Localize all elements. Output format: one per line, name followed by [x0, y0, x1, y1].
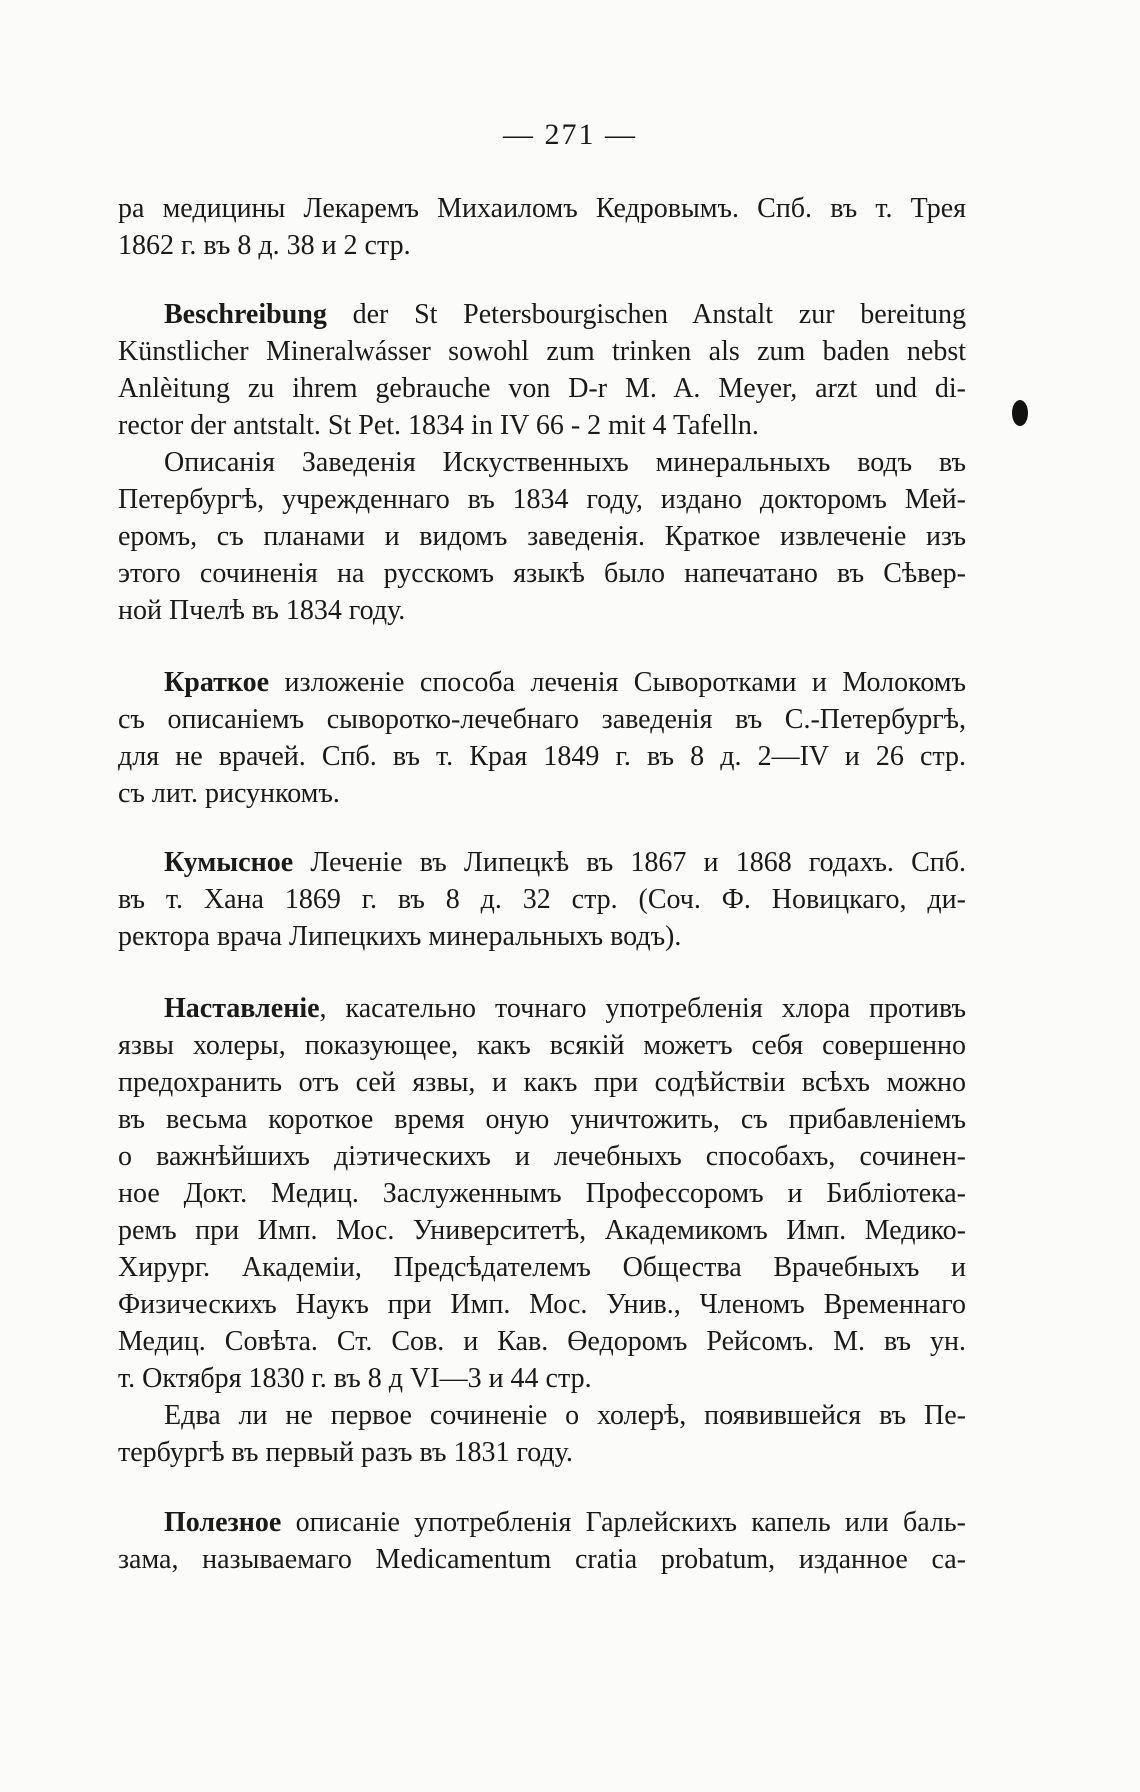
text-line: съ лит. рисункомъ. — [118, 778, 340, 809]
entry-beschreibung — [118, 296, 966, 629]
page-number: — 271 — — [503, 118, 637, 151]
text-line: въ т. Хана 1869 г. въ 8 д. 32 стр. (Соч. Ф. Новицкаго, ди- — [118, 884, 966, 915]
text-line: Полезное описаніе употребленія Гарлейскихъ капель или баль- — [164, 1507, 966, 1538]
entry-lead-word: Beschreibung — [164, 299, 327, 330]
text-line: для не врачей. Спб. въ т. Края 1849 г. въ 8 д. 2—IV и 26 стр. — [118, 741, 966, 772]
entry-poleznoe — [118, 1504, 966, 1578]
text-line: Медиц. Совѣта. Ст. Сов. и Кав. Өедоромъ Рейсомъ. М. въ ун. — [118, 1326, 966, 1357]
entry-lead-word: Кумысное — [164, 847, 294, 878]
text-line: съ описаніемъ сыворотко-лечебнаго заведенія въ С.-Петербургѣ, — [118, 704, 966, 735]
text-line: Наставленіе, касательно точнаго употребленія хлора противъ — [164, 993, 966, 1024]
entry-kratkoe — [118, 664, 966, 812]
ink-speck — [1012, 400, 1028, 426]
text-line: т. Октября 1830 г. въ 8 д VI—3 и 44 стр. — [118, 1363, 592, 1394]
text-line: Anlèitung zu ihrem gebrauche von D-r M. A. Meyer, arzt und di- — [118, 373, 966, 404]
text-line: этого сочиненія на русскомъ языкѣ было напечатано въ Сѣвер- — [118, 558, 966, 589]
text-line: Описанія Заведенія Искуственныхъ минеральныхъ водъ въ — [164, 447, 966, 478]
text-line: Хирург. Академіи, Предсѣдателемъ Общества Врачебныхъ и — [118, 1252, 966, 1283]
text-line: въ весьма короткое время оную уничтожить, съ прибавленіемъ — [118, 1104, 966, 1135]
text-line: 1862 г. въ 8 д. 38 и 2 стр. — [118, 230, 411, 261]
entry-lead-word: Краткое — [164, 667, 270, 698]
text-line: Физическихъ Наукъ при Имп. Мос. Унив., Членомъ Временнаго — [118, 1289, 966, 1320]
text-line: тербургѣ въ первый разъ въ 1831 году. — [118, 1437, 573, 1468]
entry-continuation — [118, 190, 966, 264]
text-line: Кумысное Леченіе въ Липецкѣ въ 1867 и 1868 годахъ. Спб. — [164, 847, 966, 878]
entry-lead-word: Наставленіе — [164, 993, 320, 1024]
entry-nastavlenie — [118, 990, 966, 1471]
text-line: ра медицины Лекаремъ Михаиломъ Кедровымъ. Спб. въ т. Трея — [118, 193, 966, 224]
text-line: еромъ, съ планами и видомъ заведенія. Краткое извлеченіе изъ — [118, 521, 966, 552]
text-line: ной Пчелѣ въ 1834 году. — [118, 595, 406, 626]
text-line: Künstlicher Mineralwásser sowohl zum trinken als zum baden nebst — [118, 336, 966, 367]
text-line: Едва ли не первое сочиненіе о холерѣ, появившейся въ Пе- — [164, 1400, 966, 1431]
text-line: rector der antstalt. St Pet. 1834 in IV 66 - 2 mit 4 Tafelln. — [118, 410, 759, 441]
text-line: ное Докт. Медиц. Заслуженнымъ Профессоромъ и Библіотека- — [118, 1178, 966, 1209]
entry-kumysnoe — [118, 844, 966, 955]
text-line: зама, называемаго Medicamentum cratia probatum, изданное са- — [118, 1544, 966, 1575]
text-line: Краткое изложеніе способа леченія Сыворотками и Молокомъ — [164, 667, 966, 698]
text-line: Петербургѣ, учрежденнаго въ 1834 году, издано докторомъ Мей- — [118, 484, 966, 515]
text-line: о важнѣйшихъ діэтическихъ и лечебныхъ способахъ, сочинен- — [118, 1141, 966, 1172]
text-line: ремъ при Имп. Мос. Университетѣ, Академикомъ Имп. Медико- — [118, 1215, 966, 1246]
text-line: ректора врача Липецкихъ минеральныхъ водъ). — [118, 921, 682, 952]
text-line: язвы холеры, показующее, какъ всякій можетъ себя совершенно — [118, 1030, 966, 1061]
entry-lead-word: Полезное — [164, 1507, 282, 1538]
text-line: предохранить отъ сей язвы, и какъ при содѣйствіи всѣхъ можно — [118, 1067, 966, 1098]
text-line: Beschreibung der St Petersbourgischen Anstalt zur bereitung — [164, 299, 966, 330]
